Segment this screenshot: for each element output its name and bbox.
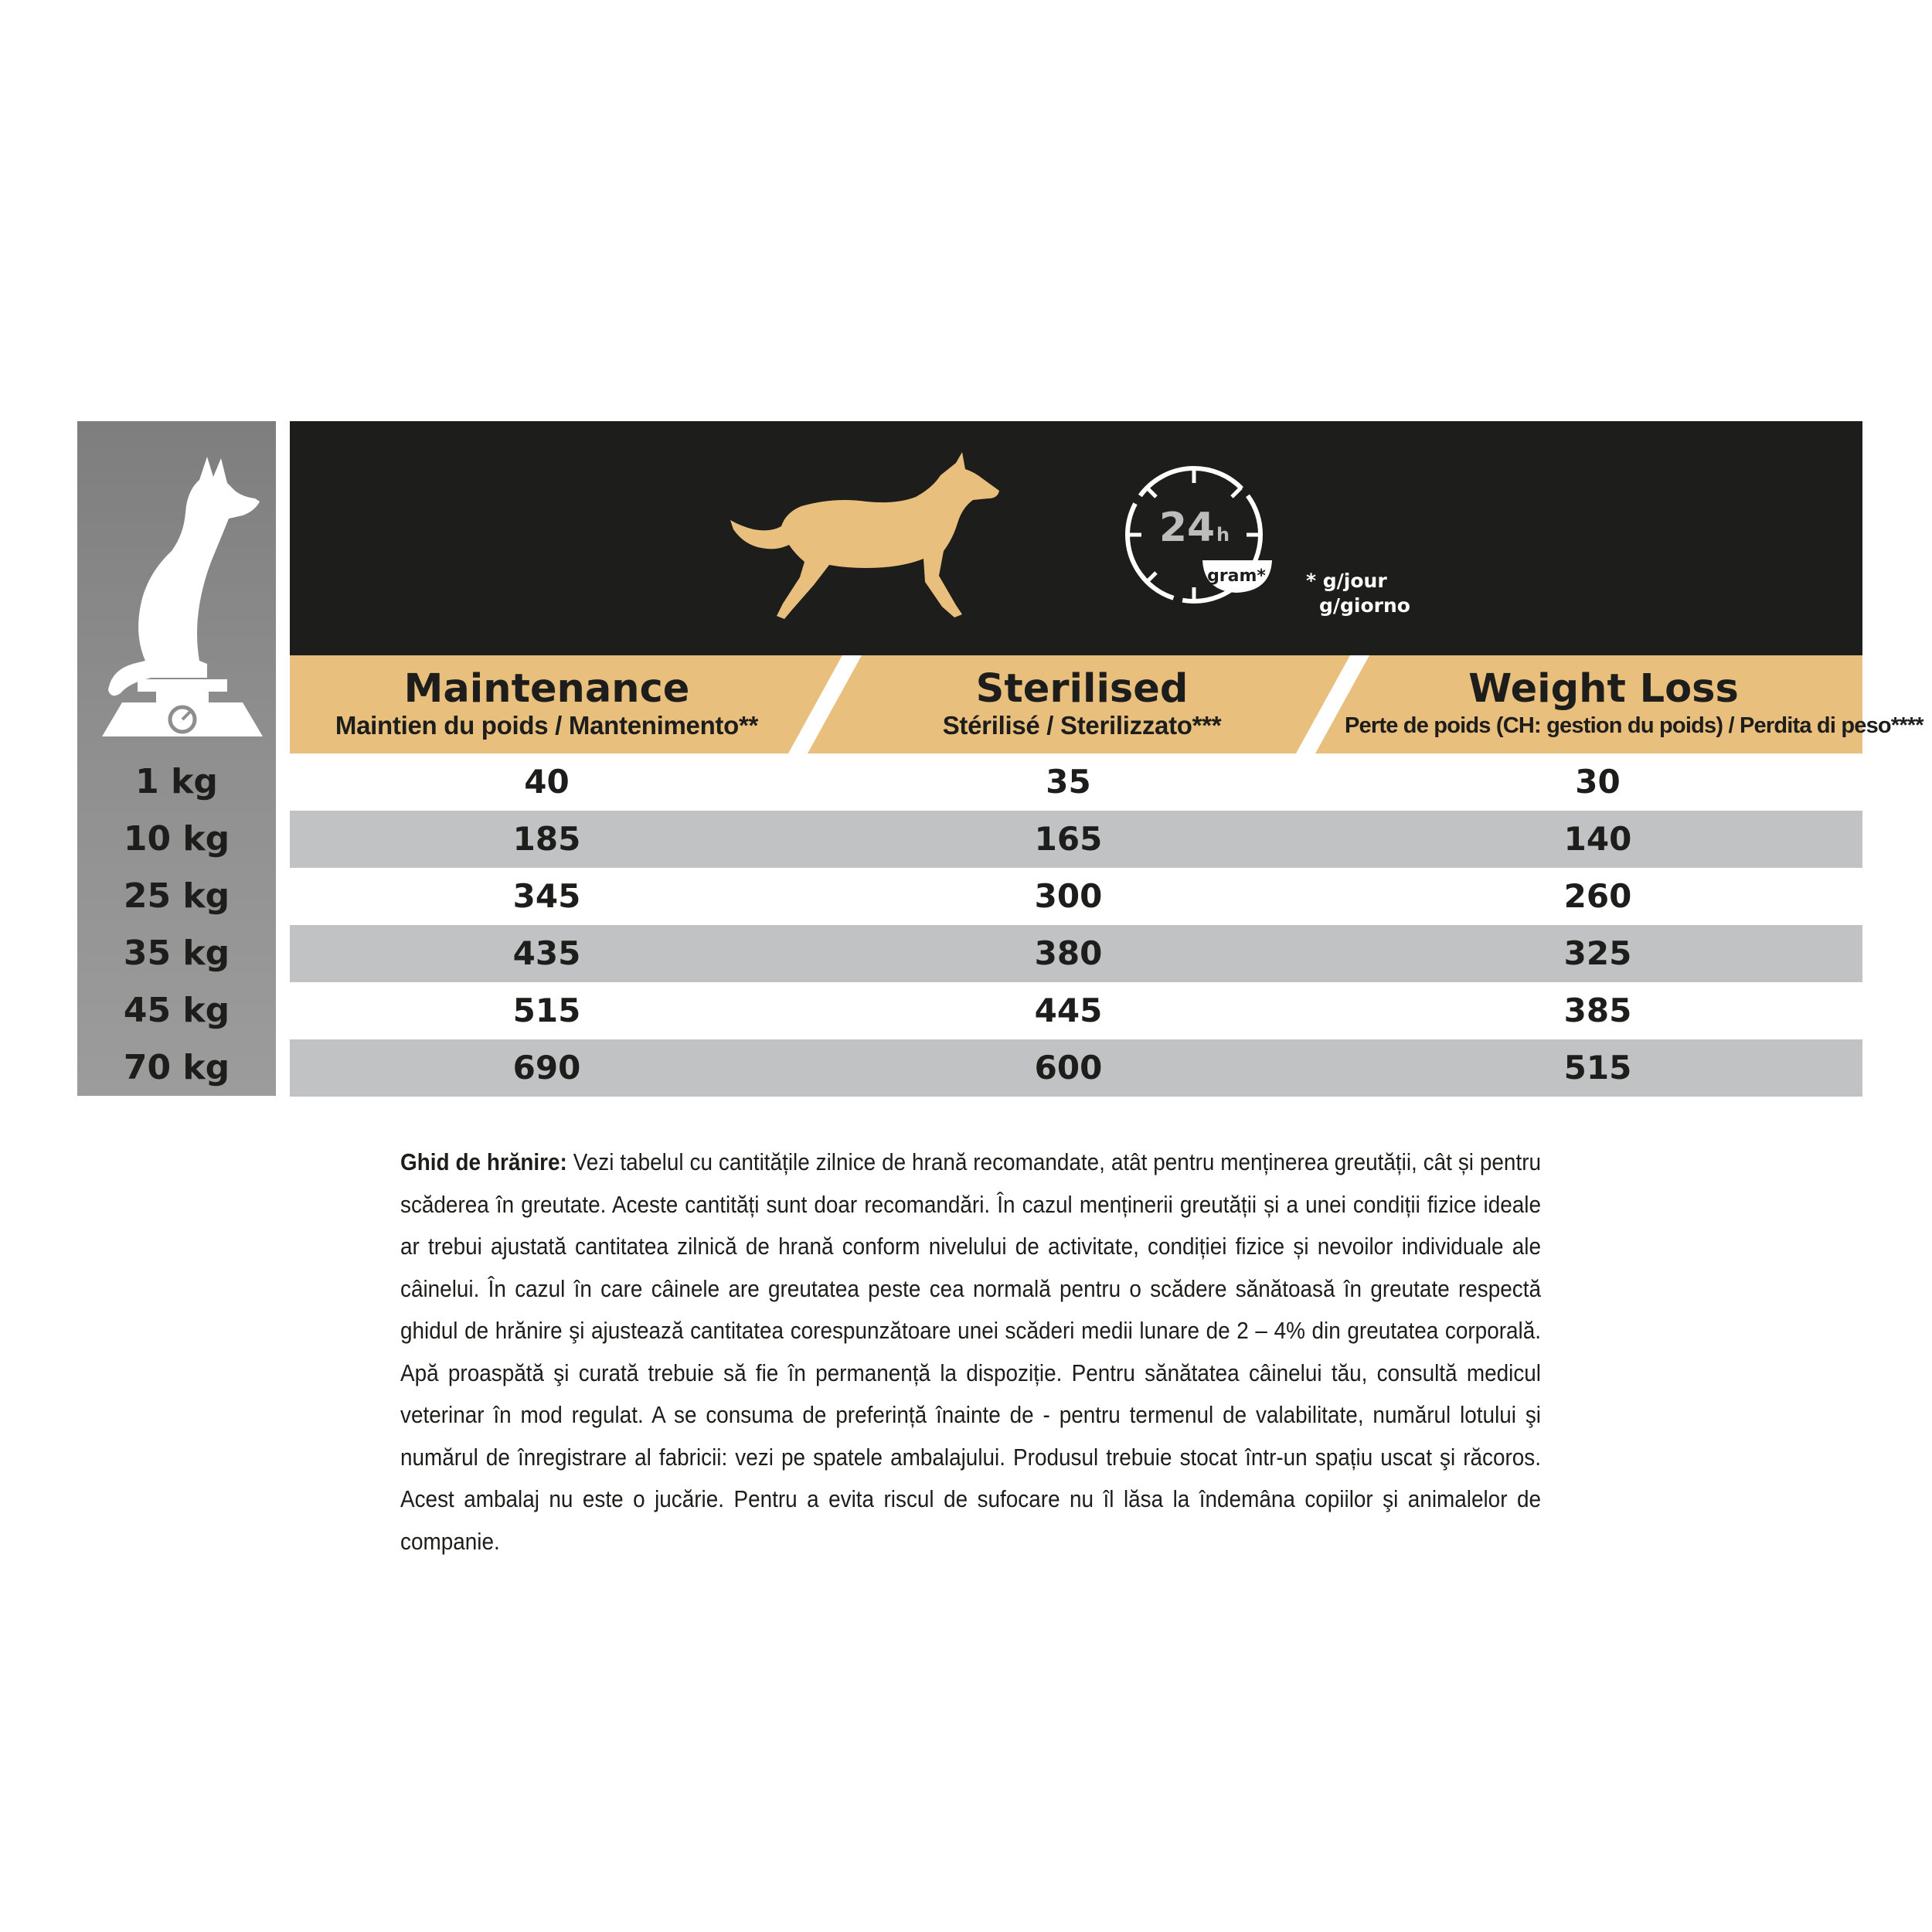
cell-maintenance: 40 [524,763,570,801]
dog-on-scale-icon [91,454,263,740]
cell-sterilised: 380 [1034,934,1103,972]
walking-dog-icon [730,452,1001,626]
feeding-guide-text [400,1141,1541,1563]
clock-label: 24 [1158,505,1216,551]
weight-label: 10 kg [123,819,230,859]
column-title: Maintenance [403,666,690,712]
table-row [290,1039,1862,1097]
cell-maintenance: 185 [512,820,581,858]
column-header-weight-loss [1345,655,1923,753]
cell-sterilised: 600 [1034,1049,1103,1087]
cell-weight-loss: 515 [1563,1049,1632,1087]
cell-maintenance: 690 [512,1049,581,1087]
clock-suffix: h [1216,524,1230,546]
cell-maintenance: 435 [512,934,581,972]
column-subtitle: Perte de poids (CH: gestion du poids) / Perdita di peso**** [1345,713,1923,738]
weight-labels [77,753,276,1096]
column-header-band [290,655,1923,753]
cell-sterilised: 165 [1034,820,1103,858]
table-row [290,811,1862,868]
cell-sterilised: 300 [1034,877,1103,915]
cell-sterilised: 445 [1034,992,1103,1029]
cell-weight-loss: 385 [1563,992,1632,1029]
bowl-label: gram* [1207,566,1266,586]
unit-note-line1: * g/jour [1306,570,1387,592]
column-subtitle: Stérilisé / Sterilizzato*** [942,711,1222,740]
clock-24h-icon [1121,461,1298,612]
table-row [290,868,1862,925]
feeding-guide-label: Ghid de hrănire: [400,1148,567,1175]
weight-label: 1 kg [135,762,218,801]
cell-weight-loss: 140 [1563,820,1632,858]
table-row [290,982,1862,1039]
table-row [290,753,1862,811]
cell-sterilised: 35 [1046,763,1091,801]
column-title: Sterilised [975,666,1189,712]
column-header-maintenance [290,655,804,753]
weight-label: 25 kg [123,876,230,916]
column-subtitle: Maintien du poids / Mantenimento** [335,711,759,740]
weight-label: 70 kg [123,1048,230,1087]
cell-weight-loss: 260 [1563,877,1632,915]
column-title: Weight Loss [1468,666,1739,712]
unit-note-line2: g/giorno [1319,594,1410,617]
weight-label: 45 kg [123,991,230,1030]
feeding-guide-body: Vezi tabelul cu cantitățile zilnice de hrană recomandate, atât pentru menținerea greutății, cât și pentru scăderea în greutate. Aceste cantități sunt doar recomandări. În cazul menținerii greutății și a unei condiții fizice ideale ar trebui ajustată cantitatea zilnică de hrană conform nivelului de activitate, condiției fizice și nevoilor individuale ale câinelui. În cazul în care câinele are greutatea peste cea normală pentru o scădere sănătoasă în greutate respectă ghidul de hrănire şi ajustează cantitatea corespunzătoare unei scăderi medii lunare de 2 – 4% din greutatea corporală. Apă proaspătă şi curată trebuie să fie în permanență la dispoziție. Pentru sănătatea câinelui tău, consultă medicul veterinar în mod regulat. A se consuma de preferință înainte de - pentru termenul de valabilitate, numărul lotului şi numărul de înregistrare al fabricii: vezi pe spatele ambalajului. Produsul trebuie stocat într-un spațiu uscat şi răcoros. Acest ambalaj nu este o jucărie. Pentru a evita riscul de sufocare nu îl lăsa la îndemâna copiilor şi animalelor de companie. [400,1148,1541,1555]
header-band [290,421,1862,655]
cell-maintenance: 345 [512,877,581,915]
cell-weight-loss: 30 [1575,763,1621,801]
table-row [290,925,1862,982]
weight-label: 35 kg [123,934,230,973]
cell-weight-loss: 325 [1563,934,1632,972]
cell-maintenance: 515 [512,992,581,1029]
column-header-sterilised [831,655,1333,753]
